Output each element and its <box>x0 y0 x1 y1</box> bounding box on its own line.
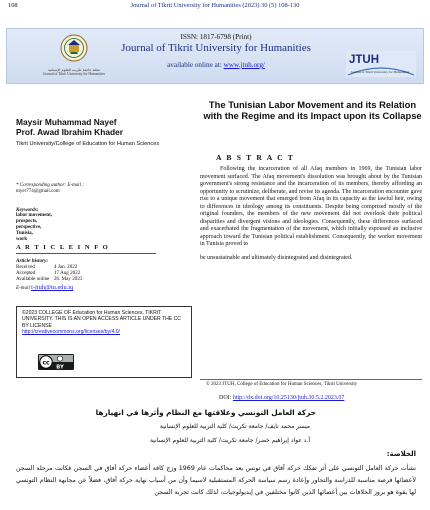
author-2: Prof. Awad Ibrahim Khader <box>16 127 124 137</box>
keyword-item: work <box>16 237 28 242</box>
arabic-author-2: أ.د عواد إبراهيم خضر/ جامعة تكريت/ كلية التربية للعلوم الإنسانية <box>149 437 310 444</box>
corresponding-author <box>16 183 186 195</box>
cc-by-license-icon <box>38 354 74 370</box>
running-header <box>0 0 430 14</box>
author-affiliation: Tikrit University/College of Education for Human Sciences <box>16 141 160 147</box>
issn: ISSN: 1817-6798 (Print) <box>180 33 252 41</box>
keyword-item: Tunisia, <box>16 231 33 236</box>
author-1: Maysir Muhammad Nayef <box>16 117 117 127</box>
article-title: The Tunisian Labor Movement and its Relation with the Regime and its Impact upon its Collapse <box>203 99 422 121</box>
jtuh-logo-caption: Journal of Tikrit University for Humanities <box>350 70 410 74</box>
abstract-paragraph: Following the incarceration of all Afaq members in 1969, the Tunisian labor movement surfaced. The Afaq movement's dissolution was brought about by the Tunisian government's strong resistance and the incarceration of its members, thereby affording an opportunity to scrutinize, deliberate, and revise its agenda. The incarceration encounter gave rise to a unique movement that emerged from Afaq in its capacity as the lawful heir, owing to differences in ideology among its constituents. Despite being comprised mostly of the original founders, the members of the new movement did not overlook their political disparities and divergent visions and ideologies. Consequently, these differences surfaced and exacerbated the fragmentation of the movement, which initially espoused an inclusive approach toward the Tunisian political establishment. Consequently, the worker movement in Tunisia proved to <box>200 166 422 248</box>
page-number: 108 <box>8 2 18 9</box>
article-info-heading: A R T I C L E I N F O <box>16 244 110 251</box>
author-names <box>16 117 123 137</box>
history-label: Accepted <box>16 270 36 277</box>
corresponding-label: * Corresponding author: E-mail : <box>16 183 84 188</box>
online-prefix: available online at: <box>167 61 224 69</box>
history-label: Received <box>16 264 35 270</box>
article-history <box>16 264 166 283</box>
history-value: 4 Jan. 2022 <box>54 264 78 270</box>
arabic-summary-text: نشأت حركة العامل التونسي على أثر تفكك حركة آفاق في تونس بعد محاكمات عام 1969 وزج كافة أعضاء حركة آفاق في السجن فكانت مرحلة السجن لأعضائها فرصة مناسبة للدراسة والتحاور وإعادة رسم سياسة الحركة المستقبلية لاسيما وأن من أسباب نهاية حركة آفاق، فضلاً عن مجابهة النظام التونسي لها بقوة هو بروز الخلافات بين أعضائها الذين كانوا مختلفين في إيديولوجيات، لذلك كانت تجربة السجن <box>16 465 416 497</box>
keyword-item: perspective, <box>16 225 42 230</box>
logo-caption-english: Journal of Tikrit University for Humanities <box>43 72 105 77</box>
license-link[interactable]: http://creativecommons.org/licenses/by/4.0/ <box>22 328 120 335</box>
doi-line <box>219 395 344 401</box>
journal-email-label: E-mail <box>16 285 30 291</box>
doi-link[interactable]: http://dx.doi.org/10.25130/jtuh.30.5.2.2023.07 <box>232 395 345 401</box>
journal-email-link[interactable]: t-jtuh@tu.edu.iq <box>31 284 74 291</box>
keyword-item: labor movement, <box>16 213 53 218</box>
abstract-heading: A B S T R A C T <box>216 153 295 162</box>
abstract-text <box>200 166 422 263</box>
journal-reference: Journal of Tikrit University for Humanities (2023) 30 (5) 108-130 <box>130 2 300 9</box>
keywords-label: Keywords: <box>16 207 39 213</box>
history-row <box>16 276 166 282</box>
university-logo-icon <box>60 34 88 62</box>
abstract-continuation: be unsustainable and ultimately disintegrated and disintegrated. <box>200 255 353 262</box>
license-text: ©2023 COLLEGE OF Education for Human Sciences, TIKRIT UNIVERSITY. THIS IS AN OPEN ACCESS ARTICLE UNDER THE CC BY LICENSE <box>22 310 181 329</box>
history-value: 17 Aug 2022 <box>54 270 81 277</box>
logo-caption-arabic: مجلة جامعة تكريت للعلوم الإنسانية <box>48 68 100 72</box>
copyright-notice: © 2023 JTUH, College of Education for Human Sciences, Tikrit University <box>206 382 358 387</box>
keywords-list <box>16 213 96 243</box>
doi-label: DOI: <box>219 395 233 401</box>
history-label: Available online <box>16 276 50 283</box>
arabic-summary-heading: الخلاصة: <box>386 450 416 458</box>
arabic-title: حركة العامل التونسي وعلاقتها مع النظام وأثرها في انهيارها <box>95 408 316 417</box>
keyword-item: prospects, <box>16 219 38 224</box>
corresponding-email[interactable]: myer774@gmail.com <box>16 189 60 194</box>
arabic-author-1: ميسر محمد نايف/ جامعة تكريت/ كلية التربية للعلوم الإنسانية <box>159 423 310 430</box>
journal-website-link[interactable]: www.jtuh.org/ <box>223 61 265 69</box>
journal-title: Journal of Tikrit University for Humanities <box>121 42 311 54</box>
article-history-label: Article history: <box>16 258 49 264</box>
jtuh-logo-text: JTUH <box>349 54 380 66</box>
university-logo-caption <box>26 68 122 77</box>
history-value: 26. May 2023 <box>54 276 83 283</box>
article-info-divider <box>16 253 156 254</box>
svg-text:cc: cc <box>42 359 50 367</box>
journal-email-line <box>16 284 73 291</box>
cc-badge-label: BY <box>56 364 64 370</box>
footer-divider <box>200 379 422 380</box>
